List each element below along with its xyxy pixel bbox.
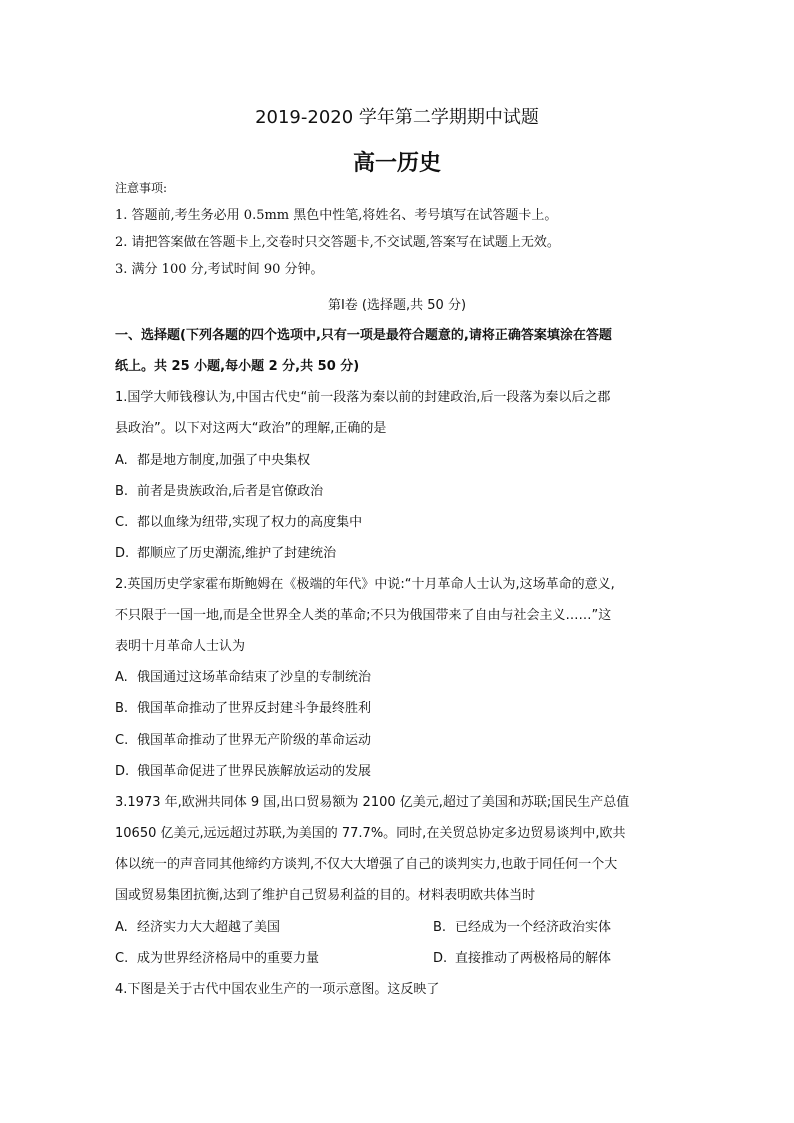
option-d <box>115 762 371 782</box>
option-label: D. <box>115 546 130 561</box>
subject-title: 高一历史 <box>352 151 441 176</box>
option-text: 俄国革命促进了世界民族解放运动的发展 <box>137 764 372 779</box>
option-label: B. <box>433 920 447 935</box>
option-label: B. <box>115 701 129 716</box>
notice-item: 2. 请把答案做在答题卡上,交卷时只交答题卡,不交试题,答案写在试题上无效。 <box>115 235 560 250</box>
option-label: A. <box>115 920 128 935</box>
notice-heading: 注意事项: <box>115 181 168 195</box>
option-c <box>115 731 371 751</box>
question-stem: 10650 亿美元,远远超过苏联,为美国的 77.7%。同时,在关贸总协定多边贸易谈判中,欧共 <box>115 826 626 841</box>
option-label: B. <box>115 484 129 499</box>
option-a <box>115 668 371 688</box>
option-text: 俄国通过这场革命结束了沙皇的专制统治 <box>137 670 372 685</box>
question-stem: 体以统一的声音同其他缔约方谈判,不仅大大增强了自己的谈判实力,也敢于同任何一个大 <box>115 857 618 872</box>
exam-title: 2019-2020 学年第二学期期中试题 <box>255 107 539 128</box>
section-instruction: 一、选择题(下列各题的四个选项中,只有一项是最符合题意的,请将正确答案填涂在答题 <box>115 328 612 343</box>
option-label: D. <box>115 764 130 779</box>
question-stem: 县政治”。以下对这两大“政治”的理解,正确的是 <box>115 421 387 436</box>
option-text: 都以血缘为纽带,实现了权力的高度集中 <box>137 515 363 530</box>
question-stem: 1.国学大师钱穆认为,中国古代史“前一段落为秦以前的封建政治,后一段落为秦以后之郡 <box>115 390 611 405</box>
option-a <box>115 451 310 471</box>
option-label: D. <box>433 951 448 966</box>
option-label: C. <box>115 515 129 530</box>
question-stem: 国或贸易集团抗衡,达到了维护自己贸易利益的目的。材料表明欧共体当时 <box>115 888 536 903</box>
notice-item: 1. 答题前,考生务必用 0.5mm 黑色中性笔,将姓名、考号填写在试答题卡上。 <box>115 208 558 223</box>
option-text: 俄国革命推动了世界反封建斗争最终胜利 <box>137 701 372 716</box>
question-stem: 表明十月革命人士认为 <box>115 639 246 654</box>
option-label: A. <box>115 453 128 468</box>
option-text: 都是地方制度,加强了中央集权 <box>137 453 311 468</box>
notice-item: 3. 满分 100 分,考试时间 90 分钟。 <box>115 262 324 277</box>
option-text: 已经成为一个经济政治实体 <box>455 920 612 935</box>
option-a <box>115 918 280 938</box>
section-instruction: 纸上。共 25 小题,每小题 2 分,共 50 分) <box>115 359 360 374</box>
option-text: 直接推动了两极格局的解体 <box>455 951 612 966</box>
option-text: 成为世界经济格局中的重要力量 <box>137 951 320 966</box>
option-b <box>115 699 371 719</box>
option-d <box>115 544 336 564</box>
option-d <box>433 949 611 969</box>
question-stem: 2.英国历史学家霍布斯鲍姆在《极端的年代》中说:“十月革命人士认为,这场革命的意义, <box>115 577 615 592</box>
option-text: 都顺应了历史潮流,维护了封建统治 <box>137 546 337 561</box>
section-title: 第Ⅰ卷 (选择题,共 50 分) <box>327 298 467 313</box>
option-b <box>433 918 611 938</box>
question-stem: 4.下图是关于古代中国农业生产的一项示意图。这反映了 <box>115 982 440 997</box>
option-text: 前者是贵族政治,后者是官僚政治 <box>137 484 324 499</box>
option-c <box>115 513 362 533</box>
option-c <box>115 949 319 969</box>
option-text: 俄国革命推动了世界无产阶级的革命运动 <box>137 733 372 748</box>
question-stem: 不只限于一国一地,而是全世界全人类的革命;不只为俄国带来了自由与社会主义……”这 <box>115 608 612 623</box>
option-label: C. <box>115 733 129 748</box>
question-stem: 3.1973 年,欧洲共同体 9 国,出口贸易额为 2100 亿美元,超过了美国和苏联;国民生产总值 <box>115 795 630 810</box>
option-label: A. <box>115 670 128 685</box>
option-b <box>115 482 323 502</box>
option-text: 经济实力大大超越了美国 <box>137 920 281 935</box>
option-label: C. <box>115 951 129 966</box>
